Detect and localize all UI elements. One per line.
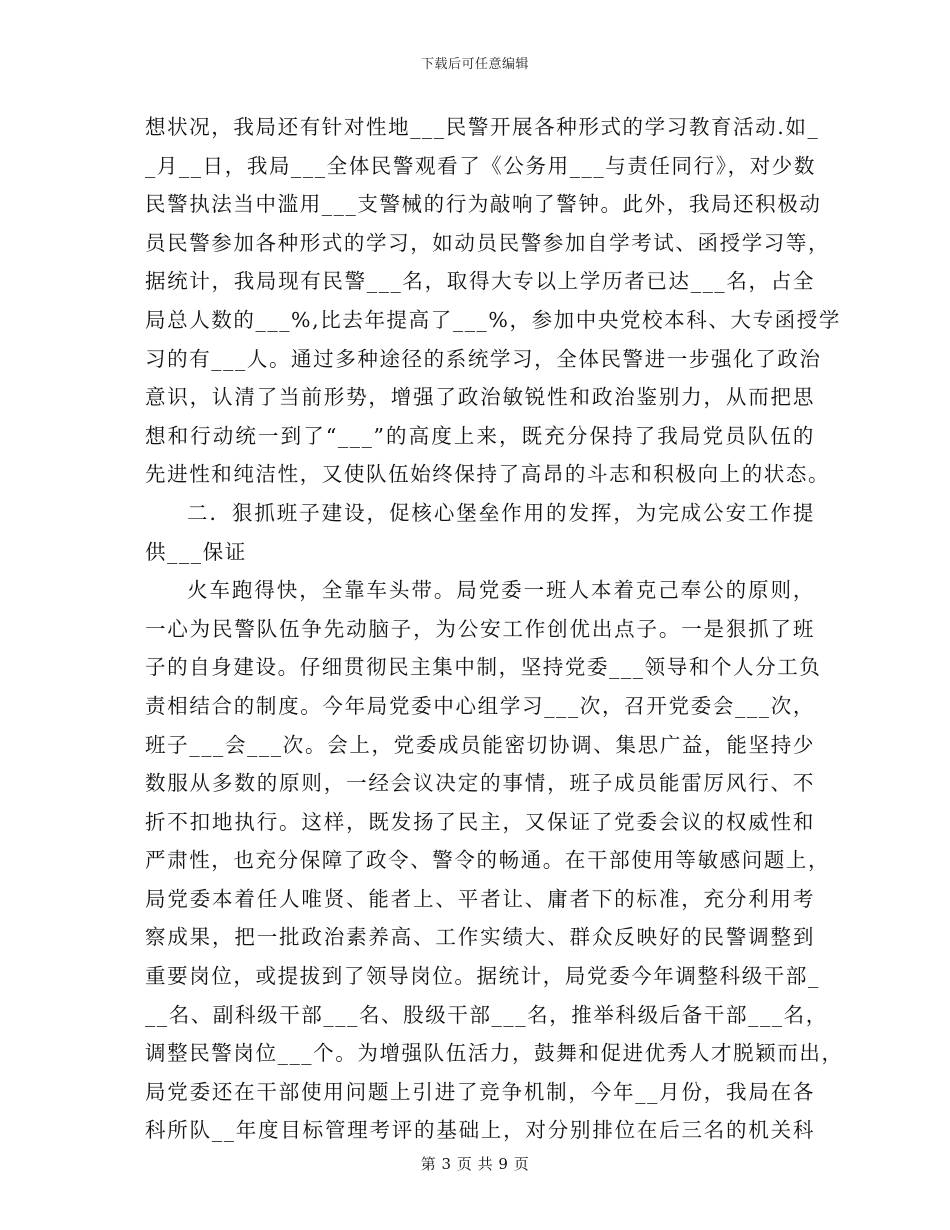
- text-line: _月__日，我局___全体民警观看了《公务用___与责任同行》，对少数: [145, 153, 816, 178]
- text-line: 先进性和纯洁性，又使队伍始终保持了高昂的斗志和积极向上的状态。: [145, 462, 831, 487]
- section-heading-line: 二．狠抓班子建设，促核心堡垒作用的发挥，为完成公安工作提: [187, 500, 815, 525]
- text-line: 子的自身建设。仔细贯彻民主集中制，坚持党委___领导和个人分工负: [145, 655, 822, 680]
- text-line: 意识，认清了当前形势，增强了政治敏锐性和政治鉴别力，从而把思: [145, 385, 815, 410]
- text-line: 调整民警岗位___个。为增强队伍活力，鼓舞和促进优秀人才脱颖而出，: [145, 1041, 844, 1066]
- text-line: 习的有___人。通过多种途径的系统学习，全体民警进一步强化了政治: [145, 346, 822, 371]
- text-line: 严肃性，也充分保障了政令、警令的畅通。在干部使用等敏感问题上，: [145, 848, 831, 873]
- text-line: 科所队__年度目标管理考评的基础上，对分别排位在后三名的机关科: [145, 1118, 815, 1143]
- text-line: 责相结合的制度。今年局党委中心组学习___次，召开党委会___次，: [145, 693, 815, 718]
- text-line: 据统计，我局现有民警___名，取得大专以上学历者已达___名，占全: [145, 269, 815, 294]
- text-line: 班子___会___次。会上，党委成员能密切协调、集思广益，能坚持少: [145, 732, 815, 757]
- text-line: 局党委还在干部使用问题上引进了竞争机制，今年__月份，我局在各: [145, 1079, 815, 1104]
- text-line: 想状况，我局还有针对性地___民警开展各种形式的学习教育活动.如_: [145, 115, 820, 139]
- page-header: 下载后可任意编辑: [420, 57, 529, 72]
- text-line: 察成果，把一批政治素养高、工作实绩大、群众反映好的民警调整到: [145, 925, 815, 950]
- text-line: 民警执法当中滥用___支警械的行为敲响了警钟。此外，我局还积极动: [145, 192, 822, 217]
- text-line: 员民警参加各种形式的学习，如动员民警参加自学考试、函授学习等，: [145, 230, 831, 255]
- body-text: [145, 108, 844, 1150]
- text-line: 火车跑得快，全靠车头带。局党委一班人本着克己奉公的原则，: [187, 578, 815, 603]
- text-line: 想和行动统一到了“___”的高度上来，既充分保持了我局党员队伍的: [145, 423, 815, 448]
- text-line: 重要岗位，或提拔到了领导岗位。据统计，局党委今年调整科级干部_: [145, 964, 820, 989]
- text-line: __名、副科级干部___名、股级干部___名，推举科级后备干部___名，: [145, 1002, 828, 1027]
- text-line: 局党委本着任人唯贤、能者上、平者让、庸者下的标准，充分利用考: [145, 886, 815, 911]
- text-line: 数服从多数的原则，一经会议决定的事情，班子成员能雷厉风行、不: [145, 771, 815, 796]
- page-number-footer: 第 3 页 共 9 页: [420, 1155, 530, 1173]
- text-line: 一心为民警队伍争先动脑子，为公安工作创优出点子。一是狠抓了班: [145, 616, 815, 641]
- section-heading-line: 供___保证: [145, 539, 247, 564]
- text-line: 折不扣地执行。这样，既发扬了民主，又保证了党委会议的权威性和: [145, 809, 815, 834]
- text-line: 局总人数的___%,比去年提高了___%，参加中央党校本科、大专函授学: [145, 307, 841, 332]
